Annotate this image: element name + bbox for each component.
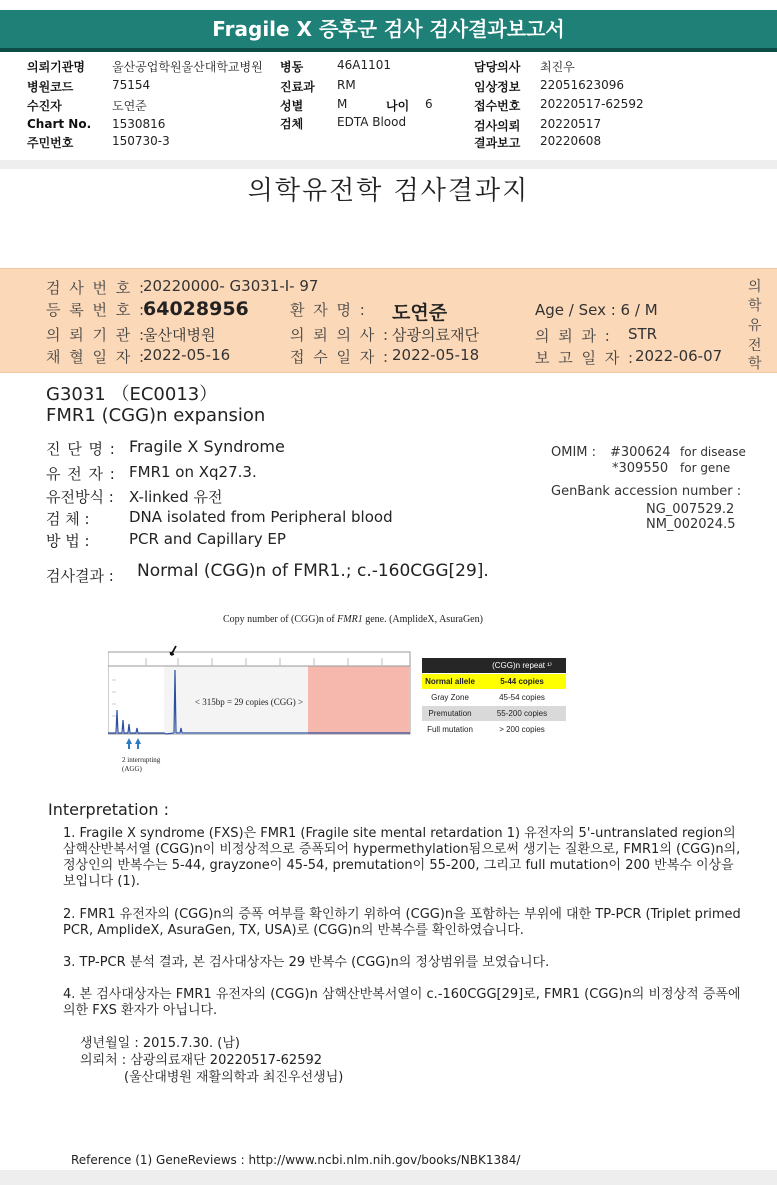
header-value: 75154 [112, 78, 151, 92]
caption-text: gene. (AmplideX, AsuraGen) [362, 614, 483, 625]
header-value: 20220608 [540, 134, 602, 148]
header-label: 주민번호 [27, 136, 74, 150]
info-label: 진 단 명 : [46, 440, 116, 458]
peak-annotation: < 315bp = 29 copies (CGG) > [194, 697, 304, 707]
draw-date-label: 채 혈 일 자 : [46, 348, 147, 366]
patient-name: 도연준 [392, 302, 448, 324]
table-cell: Gray Zone [422, 690, 478, 706]
interpretation-paragraph: 1. Fragile X syndrome (FXS)은 FMR1 (Fragile site mental retardation 1) 유전자의 5'-untranslated region의 삼핵산반복서열 (CGG)n이 비정상적으로 증폭되어 hypermethylation됨으로써 생기는 질환으로, FMR1의 (CGG)n의, 정상인의 반복수는 5-44, grayzone이 45-54, premutation이 55-200, 그리고 full mutation이 200 반복수 이상을 보입니다 (1). [63, 826, 741, 889]
genbank-nm: NM_002024.5 [646, 517, 736, 532]
caption-gene: FMR1 [337, 614, 363, 625]
table-row [422, 690, 566, 706]
caption-text: Copy number of (CGG)n of [223, 614, 338, 625]
table-cell: Normal allele [422, 674, 478, 690]
table-row [422, 674, 566, 690]
draw-date: 2022-05-16 [143, 346, 231, 364]
report-date-label: 보 고 일 자 : [535, 349, 636, 367]
electropherogram [108, 640, 420, 760]
header-label: 병동 [280, 60, 304, 74]
test-code: G3031 （EC0013） [46, 384, 218, 405]
info-label: 유 전 자 : [46, 465, 116, 483]
info-value: X-linked 유전 [129, 488, 223, 506]
birth-date: 생년월일 : 2015.7.30. (남) [80, 1036, 241, 1051]
table-row [422, 706, 566, 722]
genbank-label: GenBank accession number : [551, 484, 742, 499]
table-row [422, 722, 566, 738]
table-cell: Full mutation [422, 722, 478, 738]
req-inst: 울산대병원 [143, 326, 216, 344]
requester-detail: (울산대병원 재활의학과 최진우선생님) [124, 1070, 344, 1085]
header-divider [0, 160, 777, 169]
info-label: 검 체 : [46, 510, 90, 528]
side-vertical-char: 전 [748, 338, 762, 354]
interpretation-paragraph: 4. 본 검사대상자는 FMR1 유전자의 (CGG)n 삼핵산반복서열이 c.-160CGG[29]로, FMR1 (CGG)n의 비정상적 증폭에 의한 FXS 환자가 아닙니다. [63, 987, 741, 1018]
header-value: 46A1101 [337, 58, 392, 72]
header-value: 도연준 [112, 99, 147, 113]
result-label: 검사결과 : [46, 567, 114, 585]
header-label: 수진자 [27, 99, 62, 113]
header-label: 검사의뢰 [474, 119, 521, 133]
table-cell: 55-200 copies [478, 706, 566, 722]
header-value: 최진우 [540, 60, 575, 74]
interrupt-label: (AGG) [122, 765, 142, 773]
reg-no-label: 등 록 번 호 : [46, 301, 147, 319]
recv-date-label: 접 수 일 자 : [290, 348, 391, 366]
header-label: Chart No. [27, 117, 92, 131]
patient-label: 환 자 명 : [290, 301, 367, 319]
age-sex: Age / Sex : 6 / M [535, 301, 658, 319]
header-value: RM [337, 78, 356, 92]
header-value: 1530816 [112, 117, 166, 131]
interpretation-paragraph: 3. TP-PCR 분석 결과, 본 검사대상자는 29 반복수 (CGG)n의 정상범위를 보였습니다. [63, 955, 550, 970]
info-label: 유전방식 : [46, 488, 114, 506]
table-row [422, 658, 566, 674]
diagnosis-value: Fragile X Syndrome [129, 437, 285, 456]
header-value: M [337, 97, 348, 111]
figure-caption [223, 614, 483, 625]
header-label: 결과보고 [474, 136, 521, 150]
table-cell: Premutation [422, 706, 478, 722]
info-value: FMR1 on Xq27.3. [129, 463, 257, 481]
req-dept-label: 의 뢰 과 : [535, 327, 612, 345]
reg-no: 64028956 [143, 298, 249, 320]
omim-gene: *309550 [612, 461, 669, 476]
header-value: 20220517-62592 [540, 97, 644, 111]
side-vertical-char: 학 [748, 298, 762, 314]
header-label: 성별 [280, 99, 304, 113]
report-title: Fragile X 증후군 검사 검사결과보고서 [0, 10, 777, 52]
table-cell: 45-54 copies [478, 690, 566, 706]
info-value: DNA isolated from Peripheral blood [129, 508, 393, 526]
header-value: 울산공업학원울산대학교병원 [112, 60, 263, 74]
header-label: 병원코드 [27, 80, 74, 94]
info-value: PCR and Capillary EP [129, 530, 286, 548]
info-label: 방 법 : [46, 532, 90, 550]
side-vertical-char: 유 [748, 318, 762, 334]
result-value: Normal (CGG)n of FMR1.; c.-160CGG[29]. [137, 561, 489, 581]
interpretation-title: Interpretation : [48, 800, 169, 819]
table-cell: > 200 copies [478, 722, 566, 738]
omim-disease: #300624 [610, 445, 671, 460]
document-title: 의학유전학 검사결과지 [247, 176, 530, 206]
exam-no: 20220000- G3031-I- 97 [143, 277, 319, 295]
footer-bar [0, 1170, 777, 1185]
header-value: 20220517 [540, 117, 602, 131]
requester: 의뢰처 : 삼광의료재단 20220517-62592 [80, 1053, 323, 1068]
omim-label: OMIM : [551, 445, 597, 460]
header-label: 나이 [386, 99, 410, 113]
header-label: 검체 [280, 117, 304, 131]
omim-gene-note: for gene [680, 461, 731, 475]
side-vertical-char: 의 [748, 279, 762, 295]
header-value: 6 [425, 97, 433, 111]
header-label: 접수번호 [474, 99, 521, 113]
header-value: 22051623096 [540, 78, 624, 92]
exam-no-label: 검 사 번 호 : [46, 279, 147, 297]
req-dept: STR [628, 325, 658, 343]
interrupt-label: 2 interrupting [122, 756, 161, 764]
recv-date: 2022-05-18 [392, 346, 480, 364]
header-label: 임상정보 [474, 80, 521, 94]
table-header: (CGG)n repeat ¹⁾ [478, 658, 566, 674]
reference: Reference (1) GeneReviews : http://www.ncbi.nlm.nih.gov/books/NBK1384/ [71, 1153, 521, 1167]
repeat-classification-table [422, 658, 566, 738]
req-doc: 삼광의료재단 [392, 326, 479, 344]
req-doc-label: 의 뢰 의 사 : [290, 326, 391, 344]
omim-disease-note: for disease [680, 445, 746, 459]
table-cell [422, 658, 478, 674]
interpretation-paragraph: 2. FMR1 유전자의 (CGG)n의 증폭 여부를 확인하기 위하여 (CGG)n을 포함하는 부위에 대한 TP-PCR (Triplet primed PCR, AmplideX, AsuraGen, TX, USA)로 (CGG)n의 반복수를 확인하였습니다. [63, 907, 741, 938]
header-value: EDTA Blood [337, 115, 407, 129]
report-date: 2022-06-07 [635, 347, 723, 365]
genbank-ng: NG_007529.2 [646, 502, 735, 517]
header-label: 진료과 [280, 80, 315, 94]
table-cell: 5-44 copies [478, 674, 566, 690]
header-label: 의뢰기관명 [27, 60, 85, 74]
header-label: 담당의사 [474, 60, 521, 74]
side-vertical-char: 학 [748, 356, 762, 372]
header-value: 150730-3 [112, 134, 170, 148]
req-inst-label: 의 뢰 기 관 : [46, 326, 147, 344]
test-name: FMR1 (CGG)n expansion [46, 405, 266, 426]
